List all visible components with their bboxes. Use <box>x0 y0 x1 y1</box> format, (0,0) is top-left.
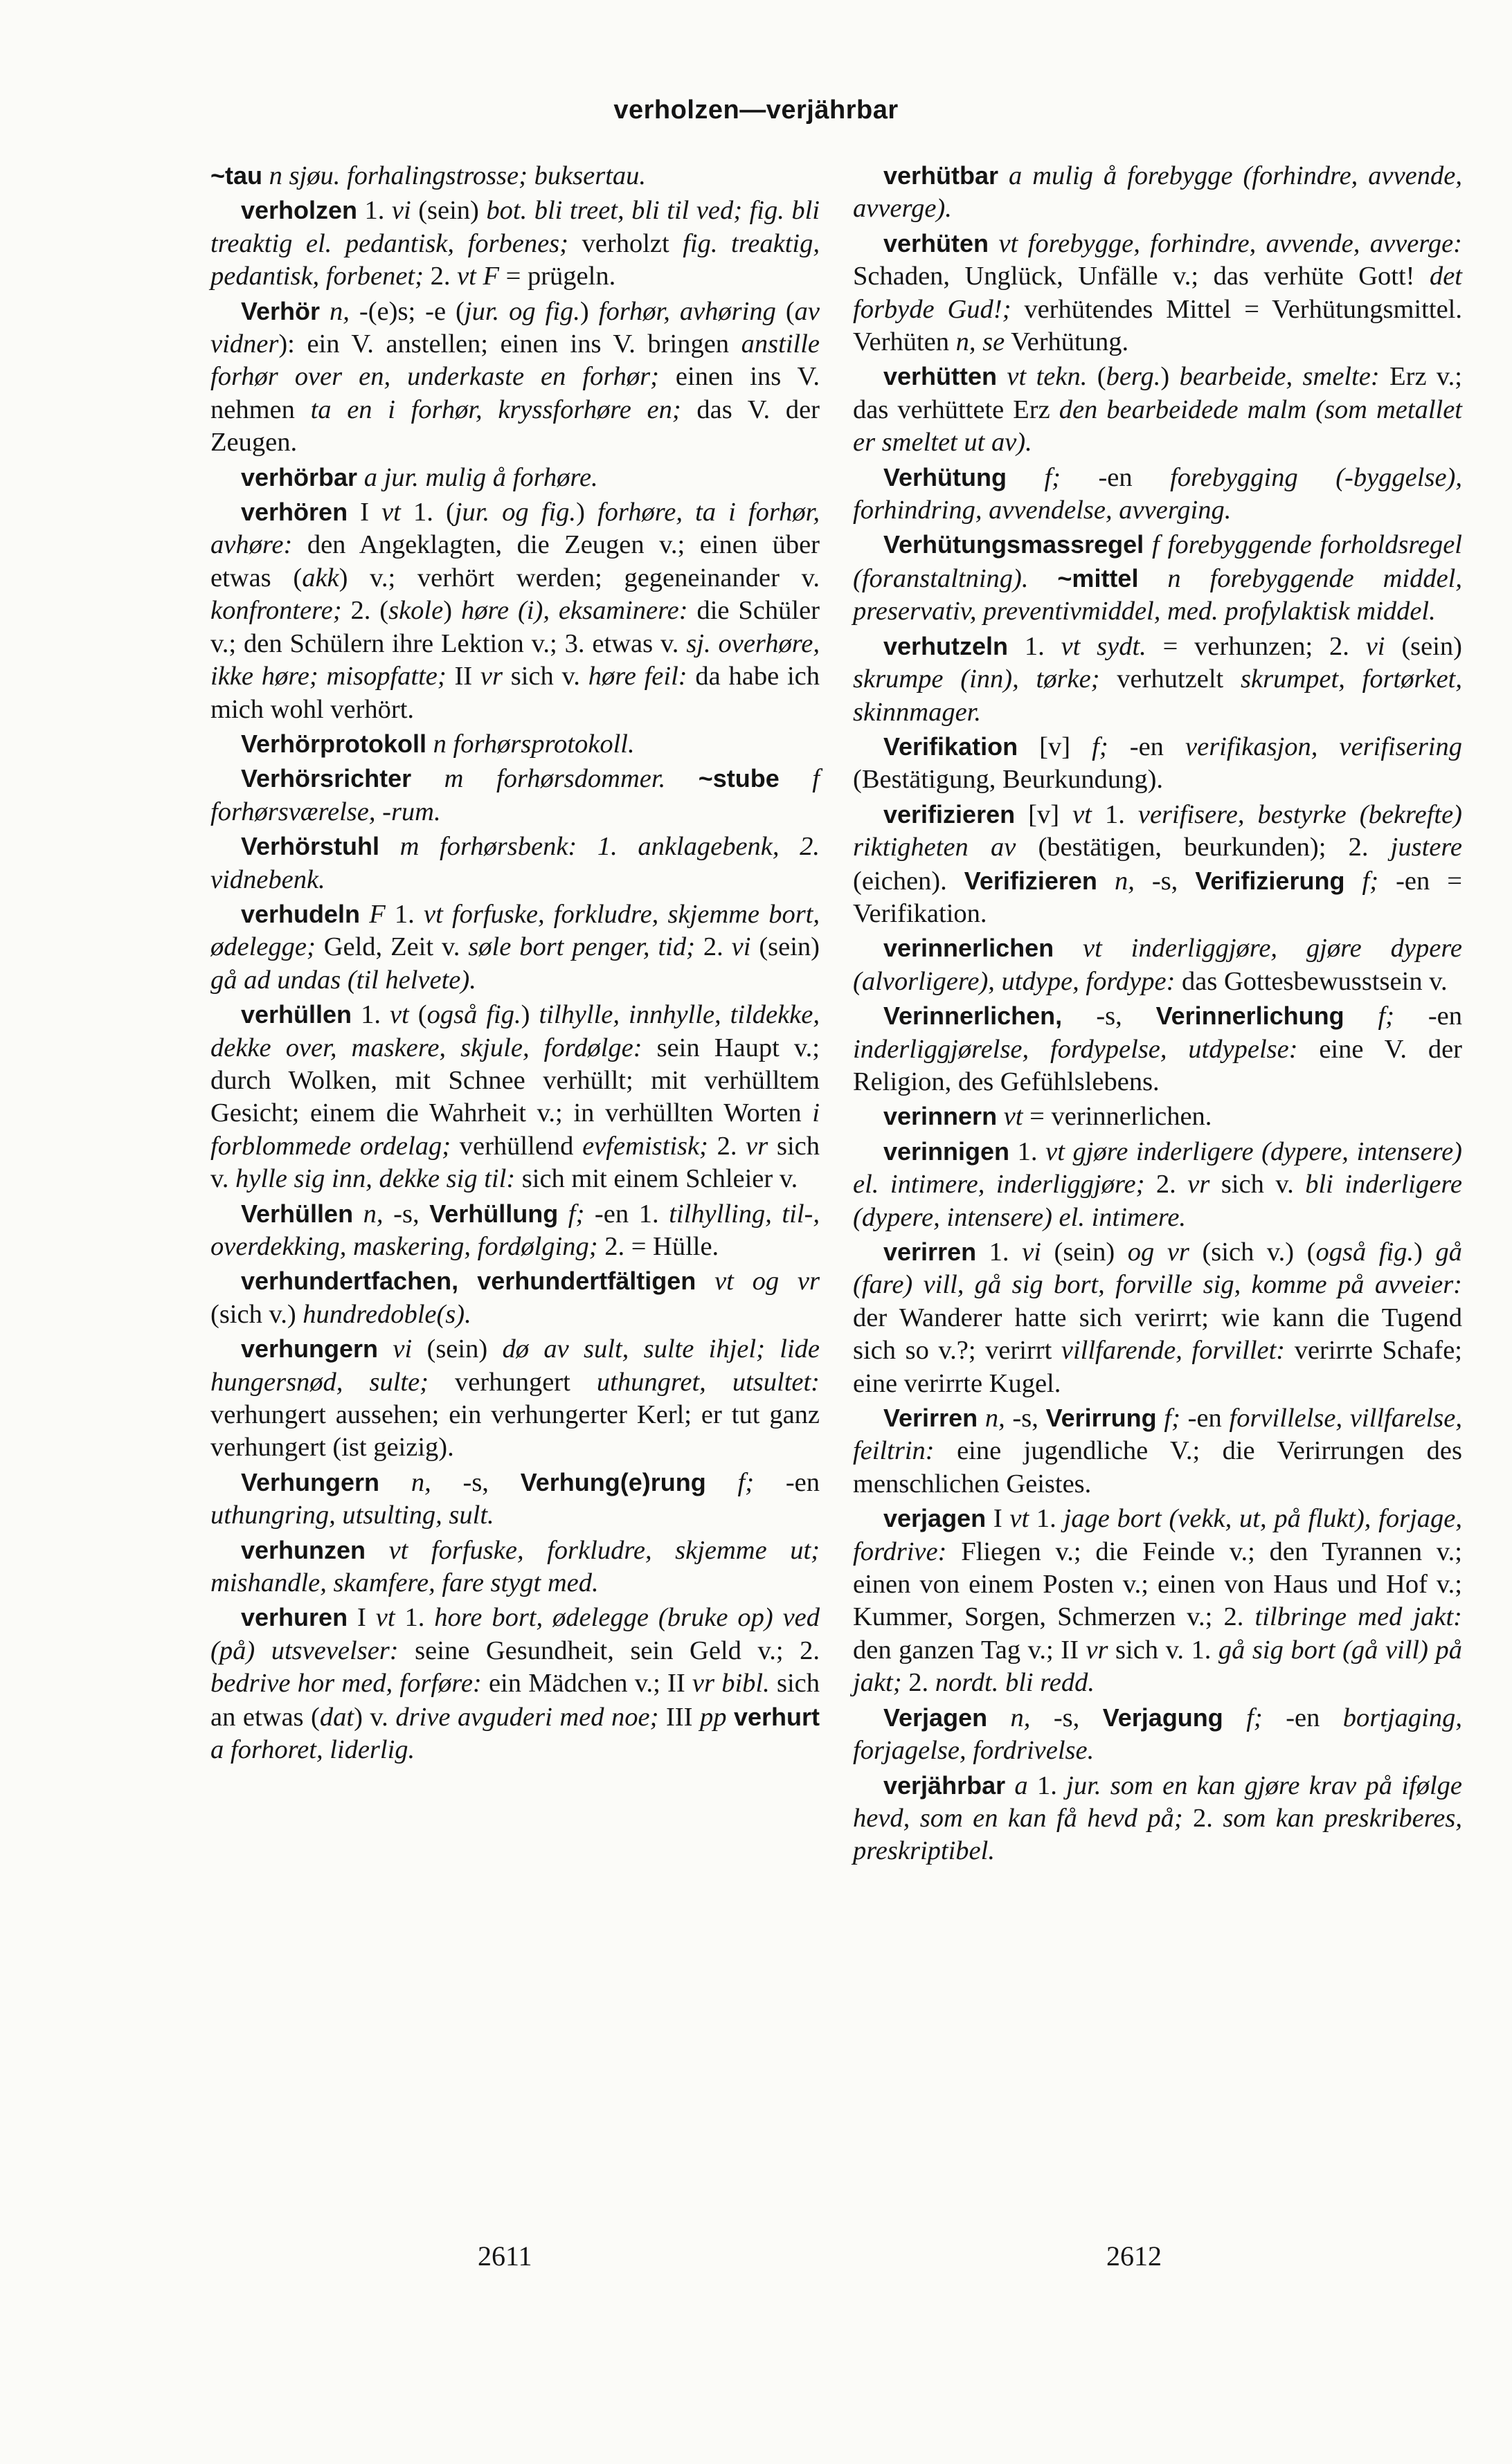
dictionary-entry <box>853 1100 1462 1133</box>
headword: Verhör <box>241 296 321 325</box>
translation-text: n forhørsprotokoll. <box>426 729 635 759</box>
entry-text: ) v. <box>354 1702 396 1732</box>
entry-text: 1. <box>395 1603 435 1633</box>
dictionary-entry <box>210 194 820 293</box>
entry-text <box>726 1703 734 1732</box>
translation-text: f; <box>1092 732 1108 761</box>
entry-text: sich mit einem Schleier v. <box>515 1164 798 1194</box>
left-column <box>210 159 820 1768</box>
translation-text: n forebyggende middel, preservativ, preventivmiddel, med. profylaktisk middel. <box>853 563 1463 626</box>
dictionary-entry <box>853 1701 1462 1768</box>
translation-text: hundredoble(s). <box>303 1299 471 1329</box>
entry-text: ) v.; verhört werden; gegeneinander v. <box>339 563 820 592</box>
translation-text: a <box>1005 1770 1028 1800</box>
translation-text: i forblommede ordelag; <box>210 1098 820 1161</box>
translation-text: berg. <box>1106 362 1161 392</box>
entry-text: 2. <box>1144 1170 1188 1199</box>
translation-text: fig. treaktig, pedantisk, forbenet; <box>210 228 820 291</box>
translation-text: inderliggjørelse, fordypelse, utdypelse: <box>853 1034 1298 1064</box>
headword: Verifizierung <box>1195 866 1345 895</box>
entry-text: I <box>348 498 382 527</box>
entry-text: 1. <box>352 1000 390 1030</box>
headword: ~tau <box>210 161 263 190</box>
translation-text: høre (i), eksaminere: <box>460 596 688 626</box>
translation-text: bli inderligere (dypere, intensere) el. intimere. <box>853 1170 1462 1232</box>
headword: verjährbar <box>883 1770 1006 1800</box>
translation-text: vt <box>1009 1504 1029 1534</box>
translation-text: dat <box>319 1702 354 1732</box>
entry-text: -(e)s; -e ( <box>349 296 465 326</box>
entry-text: eine jugendliche V.; die Verirrungen des menschlichen Geistes. <box>853 1436 1462 1498</box>
entry-text: ( <box>408 1000 427 1030</box>
entry-text: ) <box>521 1000 539 1030</box>
entry-text: I <box>986 1504 1010 1534</box>
entry-text: (bestätigen, beurkunden); 2. <box>1016 833 1391 862</box>
translation-text: vr <box>746 1131 768 1161</box>
translation-text: jur. og fig. <box>464 296 580 326</box>
translation-text: sj. overhøre, ikke høre; misopfatte; <box>210 628 820 691</box>
translation-text: n, se <box>955 327 1005 357</box>
dictionary-entry <box>853 528 1462 628</box>
entry-text: (sein) <box>412 1334 503 1364</box>
headword: ~mittel <box>1057 563 1139 592</box>
translation-text: uthungret, utsultet: <box>596 1367 820 1397</box>
translation-text: dø av sult, sulte ihjel; lide hungersnød, sulte; <box>210 1334 820 1397</box>
headword: verhüllen <box>241 1000 352 1029</box>
dictionary-entry <box>853 1769 1462 1868</box>
translation-text: f forebyggende forholdsregel (foranstaltning). <box>853 530 1462 593</box>
entry-text: (sein) <box>1041 1238 1128 1267</box>
entry-text: -s, <box>431 1467 521 1497</box>
translation-text: som kan preskriberes, preskriptibel. <box>853 1803 1462 1866</box>
entry-text: verhungert aussehen; ein verhungerter Kerl; er tut ganz verhungert (ist geizig). <box>210 1400 820 1462</box>
headword: verhudeln <box>241 899 361 928</box>
headword: Verjagen <box>883 1703 988 1732</box>
entry-text: ) <box>1160 362 1180 392</box>
headword: Verhüllung <box>429 1199 559 1228</box>
entry-text: 1. <box>1008 631 1061 661</box>
entry-text: 1. <box>357 196 392 226</box>
entry-text: I <box>348 1603 376 1633</box>
headword: verhütbar <box>883 161 999 190</box>
translation-text: f; <box>1223 1703 1263 1732</box>
translation-text: pp <box>699 1702 727 1732</box>
page-number-right: 2612 <box>1106 2240 1162 2272</box>
entry-text: = prügeln. <box>499 262 616 291</box>
translation-text: justere <box>1390 833 1463 862</box>
entry-text: ein Mädchen v.; II <box>481 1669 692 1698</box>
entry-text <box>665 764 699 793</box>
dictionary-entry <box>210 1332 820 1465</box>
translation-text: f; <box>1344 866 1379 896</box>
headword: Verhörstuhl <box>241 832 380 861</box>
entry-text: die Schüler v.; den Schülern ihre Lektion v.; 3. etwas v. <box>210 596 820 658</box>
entry-text: das Gottesbewusstsein v. <box>1175 966 1448 996</box>
entry-text: Verhütung. <box>1005 327 1129 357</box>
translation-text: vt sydt. <box>1061 631 1146 661</box>
entry-text: verhutzelt <box>1099 664 1241 694</box>
entry-text: 2. = Hülle. <box>597 1232 719 1261</box>
translation-text: den bearbeidede malm (som metallet er smeltet ut av). <box>853 395 1463 458</box>
entry-text: der Wanderer hatte sich verirrt; wie kann die Tugend sich so v.?; verirrt <box>853 1303 1462 1366</box>
dictionary-entry <box>210 830 820 896</box>
entry-text: sich v. <box>502 662 588 691</box>
entry-text: (sich v.) ( <box>1189 1238 1316 1267</box>
translation-text: bot. bli treet, bli til ved; fig. bli treaktig el. pedantisk, forbenes; <box>210 196 820 258</box>
translation-text: vi <box>1365 631 1385 661</box>
translation-text: a mulig å forebygge (forhindre, avvende, avverge). <box>853 161 1462 224</box>
translation-text: konfrontere; <box>210 596 342 626</box>
translation-text: hore bort, ødelegge (bruke op) ved (på) utsvevelser: <box>210 1603 820 1665</box>
translation-text: vt <box>997 1102 1023 1132</box>
headword: Verhörprotokoll <box>241 729 427 758</box>
translation-text: vi <box>378 1334 413 1364</box>
headword: verinnern <box>883 1102 998 1131</box>
dictionary-entry <box>210 727 820 761</box>
headword: verhütten <box>883 362 998 391</box>
dictionary-entry <box>853 461 1462 527</box>
entry-text: III <box>658 1702 700 1732</box>
translation-text: drive avguderi med noe; <box>395 1702 659 1732</box>
entry-text: [v] <box>1018 732 1092 761</box>
entry-text: -en <box>1394 1002 1462 1031</box>
entry-text: ) <box>576 498 597 527</box>
translation-text: vt <box>389 1000 409 1030</box>
entry-text: sich v. 1. <box>1108 1635 1218 1665</box>
translation-text: vi <box>731 932 751 962</box>
translation-text: skole <box>388 596 444 626</box>
translation-text: n, <box>353 1199 384 1229</box>
translation-text: f; <box>1007 462 1061 492</box>
entry-text: = verhunzen; 2. <box>1146 631 1366 661</box>
entry-text: ) <box>579 296 599 326</box>
headword: verjagen <box>883 1504 987 1533</box>
headword: Verirrung <box>1045 1404 1157 1433</box>
headword: ~stube <box>698 764 780 793</box>
translation-text: villfarende, forvillet: <box>1061 1336 1286 1366</box>
entry-text: einen ins V. nehmen <box>210 362 820 424</box>
entry-text: verhüllend <box>451 1131 583 1161</box>
dictionary-entry <box>853 932 1462 998</box>
dictionary-entry <box>853 360 1462 459</box>
translation-text: jur. som en kan gjøre krav på ifølge hevd, som en kan få hevd på; <box>853 1770 1463 1833</box>
headword: verhören <box>241 498 348 527</box>
entry-text: (sein) <box>750 932 820 962</box>
dictionary-entry <box>853 1502 1462 1699</box>
entry-text: verirrte Schafe; eine verirrte Kugel. <box>853 1336 1462 1398</box>
translation-text: forhør, avhøring <box>598 296 776 326</box>
entry-text: 2. <box>423 262 458 291</box>
dictionary-entry <box>853 159 1462 226</box>
dictionary-entry <box>210 1534 820 1600</box>
translation-text: vt F <box>457 262 499 291</box>
translation-text: vi <box>1022 1238 1041 1267</box>
translation-text: f; <box>1344 1002 1394 1031</box>
dictionary-entry <box>210 461 820 494</box>
entry-text: ) <box>443 596 461 626</box>
entry-text: 1. <box>1027 1770 1067 1800</box>
entry-text: 2. <box>1182 1803 1223 1833</box>
translation-text: n, <box>379 1467 431 1497</box>
translation-text: m forhørsbenk: 1. anklagebenk, 2. vidnebenk. <box>210 832 820 894</box>
translation-text: anstille forhør over en, underkaste en forhør; <box>210 329 820 392</box>
translation-text: tilhylle, innhylle, tildekke, dekke over, maskere, skjule, fordølge: <box>210 1000 820 1062</box>
translation-text: forebygging (-byggelse), forhindring, avvendelse, avverging. <box>853 462 1462 525</box>
entry-text: verhütendes Mittel = Verhütungsmittel. Verhüten <box>853 294 1462 357</box>
translation-text: vt forebygge, forhindre, avvende, avverge: <box>989 228 1462 258</box>
translation-text: skrumpet, fortørket, skinnmager. <box>853 664 1462 727</box>
page-header: verholzen—verjährbar <box>613 96 899 125</box>
translation-text: vr <box>1086 1635 1108 1665</box>
entry-text: [v] <box>1015 799 1073 829</box>
entry-text: 1. <box>1091 799 1138 829</box>
headword: Verhütung <box>883 462 1007 491</box>
dictionary-entry <box>210 998 820 1195</box>
translation-text: n, <box>320 296 350 326</box>
translation-text: nordt. bli redd. <box>935 1668 1095 1698</box>
translation-text: n, <box>1097 866 1135 896</box>
dictionary-entry <box>853 227 1462 359</box>
translation-text: vt tekn. <box>997 362 1088 392</box>
dictionary-entry <box>853 1402 1462 1501</box>
headword: verinnigen <box>883 1136 1010 1166</box>
entry-text: ): ein V. anstellen; einen ins V. bringen <box>278 329 741 359</box>
dictionary-entry <box>210 1601 820 1766</box>
translation-text: n sjøu. forhalingstrosse; buksertau. <box>262 161 647 190</box>
translation-text: vt <box>381 498 401 527</box>
entry-text: 2. <box>708 1131 746 1161</box>
page-number-left: 2611 <box>478 2240 532 2272</box>
headword: Verinnerlichung <box>1155 1002 1344 1031</box>
translation-text: n, <box>978 1404 1005 1433</box>
translation-text: høre feil: <box>588 662 687 691</box>
entry-text: -s, <box>1134 866 1196 896</box>
translation-text: evfemistisk; <box>582 1131 708 1161</box>
dictionary-entry <box>210 295 820 460</box>
headword: verirren <box>883 1238 977 1266</box>
translation-text: akk <box>302 563 339 592</box>
headword: Verirren <box>883 1404 978 1433</box>
entry-text: eine V. der Religion, des Gefühlslebens. <box>853 1034 1462 1096</box>
entry-text: ) <box>1414 1238 1436 1267</box>
entry-text: II <box>446 662 480 691</box>
entry-text: verhungert <box>429 1367 597 1397</box>
entry-text: seine Gesundheit, sein Geld v.; 2. <box>398 1636 820 1665</box>
dictionary-entry <box>853 798 1462 931</box>
headword: verinnerlichen <box>883 934 1054 963</box>
translation-text: ta en i forhør, kryssforhøre en; <box>310 395 681 424</box>
translation-text: vr <box>480 662 503 691</box>
dictionary-entry <box>853 630 1462 729</box>
entry-text: 1. <box>1029 1504 1064 1534</box>
right-column <box>853 159 1462 1869</box>
entry-text: verholzt <box>568 228 683 258</box>
dictionary-entry <box>210 1265 820 1331</box>
translation-text: vt forfuske, forkludre, skjemme bort, ødelegge; <box>210 899 820 962</box>
entry-text: (sein) <box>411 196 487 226</box>
translation-text: gå sig bort (gå vill) på jakt; <box>853 1635 1462 1698</box>
translation-text: vt <box>375 1603 395 1633</box>
headword: verifizieren <box>883 799 1016 828</box>
translation-text: vr bibl. <box>692 1669 770 1698</box>
entry-text: -en <box>1262 1703 1343 1732</box>
entry-text: sich an etwas ( <box>210 1669 820 1732</box>
translation-text: a jur. mulig å forhøre. <box>357 462 598 492</box>
translation-text: søle bort penger, tid; <box>468 932 695 962</box>
translation-text: vt inderliggjøre, gjøre dypere (alvorligere), utdype, fordype: <box>853 934 1462 996</box>
entry-text: sich v. <box>1209 1170 1306 1199</box>
entry-text: Schaden, Unglück, Unfälle v.; das verhüte Gott! <box>853 262 1430 291</box>
entry-text: -s, <box>1005 1404 1046 1433</box>
translation-text: uthungring, utsulting, sult. <box>210 1501 494 1530</box>
dictionary-entry <box>853 1135 1462 1234</box>
translation-text: vt gjøre inderligere (dypere, intensere) el. intimere, inderliggjøre; <box>853 1136 1463 1199</box>
translation-text: vt <box>1072 799 1092 829</box>
translation-text: av vidner <box>210 296 820 359</box>
headword: verhörbar <box>241 462 358 491</box>
entry-text: 2. <box>901 1668 935 1698</box>
entry-text: Fliegen v.; die Feinde v.; den Tyrannen v.; einen von einem Posten v.; einen von Haus und Hof v.; Kummer, Sorgen, Schmerzen v.; 2. <box>853 1537 1462 1632</box>
entry-text: den Angeklagten, die Zeugen v.; einen über etwas ( <box>210 530 820 592</box>
entry-text: (Bestätigung, Beurkundung). <box>853 765 1164 795</box>
headword: Verhütungsmassregel <box>883 530 1144 559</box>
headword: Verjagung <box>1102 1703 1223 1732</box>
translation-text: skrumpe (inn), tørke; <box>853 664 1100 694</box>
headword: Verhüllen <box>241 1199 354 1228</box>
entry-text: den ganzen Tag v.; II <box>853 1635 1086 1665</box>
translation-text: bortjaging, forjagelse, fordrivelse. <box>853 1703 1462 1766</box>
entry-text: sich v. <box>210 1131 820 1194</box>
dictionary-entry <box>210 898 820 997</box>
translation-text: vr <box>1187 1170 1210 1199</box>
translation-text: også fig. <box>1315 1238 1414 1267</box>
entry-text: 1. <box>976 1238 1023 1267</box>
dictionary-entry <box>210 1197 820 1264</box>
entry-text: -en 1. <box>584 1199 669 1229</box>
headword: Verhörsrichter <box>241 764 412 793</box>
entry-text: da habe ich mich wohl verhört. <box>210 662 820 724</box>
translation-text: bearbeide, smelte: <box>1179 362 1380 392</box>
headword: verhungern <box>241 1334 379 1364</box>
entry-text: -s, <box>1030 1703 1103 1732</box>
dictionary-entry <box>210 762 820 828</box>
entry-text: Geld, Zeit v. <box>315 932 469 962</box>
translation-text: forhøre, ta i forhør, avhøre: <box>210 498 820 560</box>
translation-text: f; <box>558 1199 585 1229</box>
headword: verholzen <box>241 196 358 225</box>
entry-text: -en <box>754 1467 820 1497</box>
translation-text: gå (fare) vill, gå sig bort, forville sig, komme på avveier: <box>853 1238 1462 1300</box>
entry-text: das V. der Zeugen. <box>210 395 820 458</box>
dictionary-entry <box>853 730 1462 797</box>
translation-text: f; <box>705 1467 755 1497</box>
translation-text: tilbringe med jakt: <box>1254 1602 1462 1632</box>
entry-text: 1. <box>1009 1136 1046 1166</box>
dictionary-entry <box>210 496 820 726</box>
headword: verhutzeln <box>883 631 1009 660</box>
dictionary-entry <box>853 1235 1462 1400</box>
entry-text: -en <box>1180 1404 1230 1433</box>
dictionary-entry <box>853 999 1462 1098</box>
translation-text: verifikasjon, verifisering <box>1185 732 1462 761</box>
entry-text: sein Haupt v.; durch Wolken, mit Schnee verhüllt; mit verhülltem Gesicht; einem die Wahrheit v.; in verhüllten Worten <box>210 1033 820 1128</box>
translation-text: verifisere, bestyrke (bekrefte) riktigheten av <box>853 799 1462 862</box>
translation-text: n, <box>987 1703 1031 1732</box>
translation-text: m forhørsdommer. <box>411 764 666 794</box>
headword: verhurt <box>733 1702 820 1731</box>
translation-text: vi <box>391 196 411 226</box>
translation-text: a forhoret, liderlig. <box>210 1735 415 1765</box>
headword: Verifizieren <box>964 866 1097 895</box>
entry-text: -en <box>1108 732 1186 761</box>
headword: verhunzen <box>241 1535 366 1564</box>
entry-text: Erz v.; das verhüttete Erz <box>853 362 1462 424</box>
entry-text: ( <box>1087 362 1106 392</box>
entry-text: 1. ( <box>400 498 455 527</box>
entry-text: 2. <box>694 932 732 962</box>
entry-text <box>1028 564 1057 593</box>
headword: verhundertfachen, verhundertfältigen <box>241 1267 696 1296</box>
translation-text: jur. og fig. <box>454 498 577 527</box>
translation-text: det forbyde Gud!; <box>853 262 1462 324</box>
translation-text: vt og vr <box>696 1267 820 1296</box>
dictionary-entry <box>210 159 820 192</box>
entry-text: ( <box>775 296 795 326</box>
translation-text: vt forfuske, forkludre, skjemme ut; mishandle, skamfere, fare stygt med. <box>210 1535 820 1598</box>
translation-text: F <box>360 899 386 929</box>
headword: Verhungern <box>241 1467 380 1496</box>
entry-text: -s, <box>1096 1002 1156 1031</box>
translation-text: f; <box>1156 1404 1180 1433</box>
headword: Verhung(e)rung <box>520 1467 706 1496</box>
headword: Verifikation <box>883 732 1018 761</box>
entry-text: -en = Verifikation. <box>853 866 1462 928</box>
entry-text: -s, <box>383 1199 430 1229</box>
headword: verhuren <box>241 1603 348 1632</box>
translation-text: hylle sig inn, dekke sig til: <box>235 1164 516 1194</box>
entry-text: (sein) <box>1385 631 1462 661</box>
translation-text: jage bort (vekk, ut, på flukt), forjage, fordrive: <box>853 1504 1463 1566</box>
translation-text: og vr <box>1127 1238 1189 1267</box>
dictionary-entry <box>210 1466 820 1532</box>
translation-text: forvillelse, villfarelse, feiltrin: <box>853 1404 1463 1466</box>
translation-text: tilhylling, til-, overdekking, maskering, fordølging; <box>210 1199 820 1261</box>
entry-text: = verinnerlichen. <box>1023 1102 1212 1132</box>
translation-text: også fig. <box>426 1000 521 1030</box>
headword: verhüten <box>883 228 989 257</box>
translation-text: gå ad undas (til helvete). <box>210 965 476 995</box>
translation-text: f forhørsværelse, -rum. <box>210 764 820 826</box>
entry-text: (sich v.) <box>210 1299 303 1329</box>
entry-text: 1. <box>385 899 424 929</box>
headword: Verinnerlichen, <box>883 1002 1097 1031</box>
entry-text: (eichen). <box>853 866 964 896</box>
entry-text: -en <box>1061 462 1171 492</box>
translation-text: bedrive hor med, forføre: <box>210 1669 482 1698</box>
entry-text: 2. ( <box>341 596 389 626</box>
